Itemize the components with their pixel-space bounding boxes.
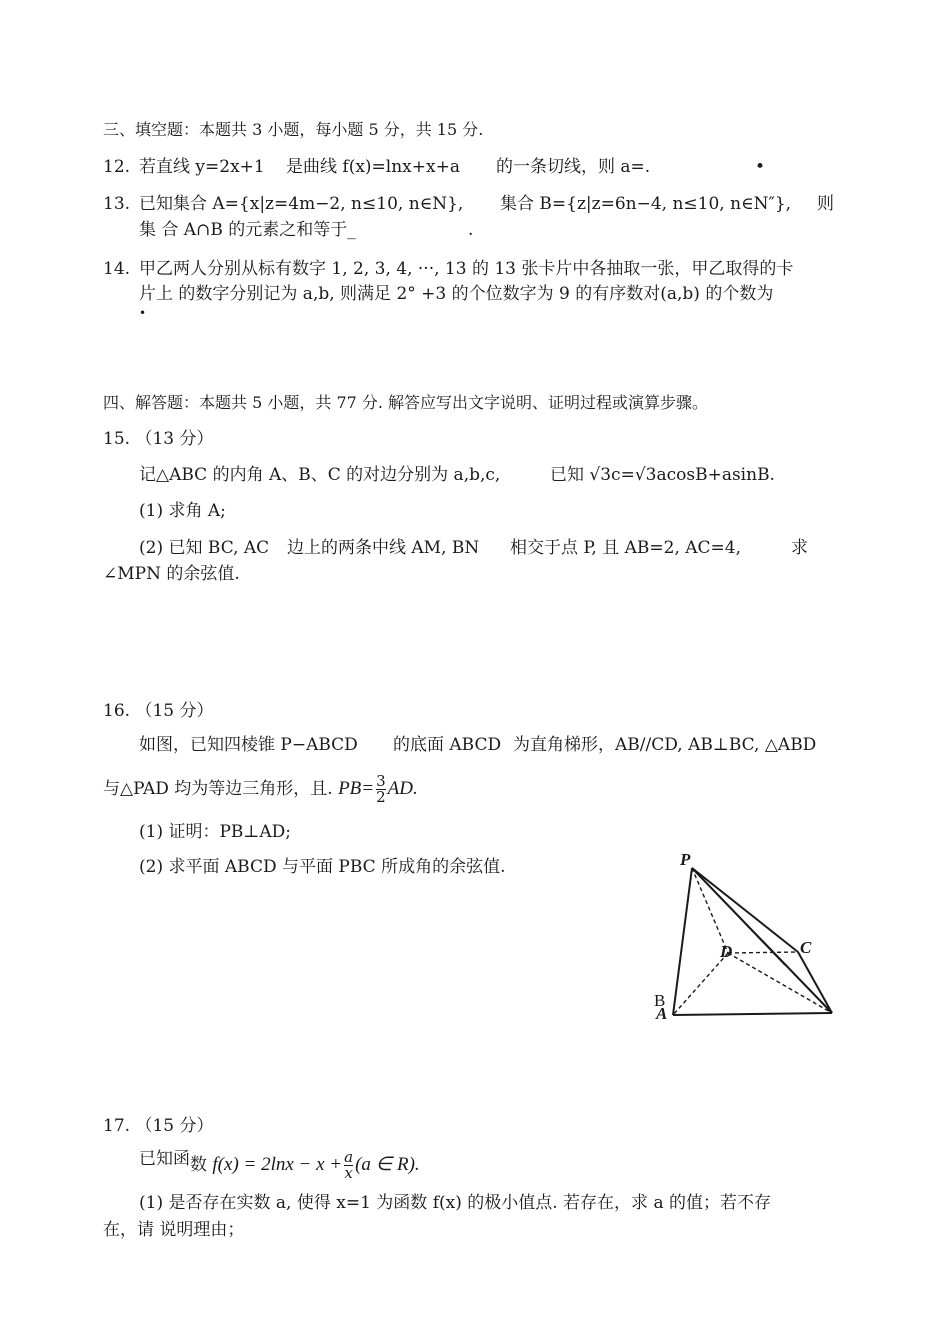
q15-header: 15. （13 分） bbox=[103, 429, 214, 449]
edge-DA bbox=[673, 953, 728, 1015]
q16-stem-c: 为直角梯形，AB//CD, AB⊥BC, △ABD bbox=[513, 735, 817, 755]
question-number: 12. bbox=[103, 157, 131, 177]
q13-line2-text: 集 合 A∩B 的元素之和等于_ bbox=[139, 220, 356, 240]
label-P: P bbox=[680, 850, 691, 869]
q13-line2 bbox=[139, 219, 474, 241]
q15-part2-d: 求 bbox=[791, 538, 808, 558]
edge-PC bbox=[692, 868, 798, 952]
label-D: D bbox=[720, 942, 733, 961]
q15-part2-line2: ∠MPN 的余弦值. bbox=[103, 564, 240, 584]
q17-part1-line2: 在，请 说明理由； bbox=[103, 1220, 245, 1240]
frac-denominator: x bbox=[344, 1164, 353, 1182]
q15-part1: (1) 求角 A; bbox=[139, 501, 226, 521]
q16-fraction bbox=[376, 774, 386, 805]
question-14 bbox=[103, 258, 794, 280]
q17-stem bbox=[139, 1148, 420, 1182]
question-12 bbox=[103, 156, 766, 178]
label-A: A bbox=[656, 1004, 668, 1023]
section-3-heading: 三、填空题：本题共 3 小题，每小题 5 分，共 15 分. bbox=[103, 120, 484, 139]
q15-part2-a: (2) 已知 BC, AC bbox=[139, 538, 270, 558]
q16-math-pre: PB= bbox=[338, 778, 375, 799]
edge-PD bbox=[692, 868, 728, 953]
q12-part2: 是曲线 f(x)=lnx+x+a bbox=[286, 157, 460, 177]
q15-stem-b: 已知 √3c=√3acosB+asinB. bbox=[550, 465, 775, 485]
q15-part2-c: 相交于点 P, 且 AB=2, AC=4, bbox=[510, 538, 741, 558]
pyramid-figure bbox=[640, 845, 850, 1030]
q13-part1: 已知集合 A={x|z=4m−2, n≤10, n∈N}, bbox=[139, 194, 464, 214]
frac-numerator: 3 bbox=[376, 772, 386, 790]
question-number: 13. bbox=[103, 194, 131, 214]
q12-part1: 若直线 y=2x+1 bbox=[139, 157, 265, 177]
question-number: 14. bbox=[103, 259, 131, 279]
frac-denominator: 2 bbox=[376, 788, 386, 806]
q16-math-post: AD. bbox=[387, 778, 418, 799]
q13-line2-end: . bbox=[468, 220, 474, 240]
edge-PA bbox=[673, 868, 692, 1015]
edge-DC bbox=[728, 952, 798, 953]
section-4-heading: 四、解答题：本题共 5 小题，共 77 分. 解答应写出文字说明、证明过程或演算步骤。 bbox=[103, 393, 709, 412]
q12-part3: 的一条切线，则 a=. bbox=[496, 157, 651, 177]
q16-stem-b: 的底面 ABCD bbox=[393, 735, 502, 755]
q17-fraction bbox=[344, 1150, 353, 1181]
q14-line1: 甲乙两人分别从标有数字 1, 2, 3, 4, ···, 13 的 13 张卡片中各抽取一张，甲乙取得的卡 bbox=[139, 259, 794, 279]
q14-line3: • bbox=[139, 306, 147, 320]
q14-line2: 片上 的数字分别记为 a,b, 则满足 2° +3 的个位数字为 9 的有序数对(a,b) 的个数为 bbox=[139, 284, 774, 304]
q17-stem-text: 已知函 bbox=[139, 1149, 190, 1169]
edge-base-front bbox=[673, 1013, 832, 1015]
q17-part1-line1: (1) 是否存在实数 a, 使得 x=1 为函数 f(x) 的极小值点. 若存在，求 a 的值；若不存 bbox=[139, 1193, 771, 1213]
q16-line2 bbox=[103, 772, 418, 806]
question-13 bbox=[103, 193, 834, 215]
q15-stem-a: 记△ABC 的内角 A、B、C 的对边分别为 a,b,c, bbox=[139, 465, 501, 485]
q16-stem-a: 如图，已知四棱锥 P−ABCD bbox=[139, 735, 358, 755]
q15-stem bbox=[139, 464, 775, 486]
q17-header: 17. （15 分） bbox=[103, 1116, 214, 1136]
q12-dot: • bbox=[755, 157, 766, 177]
q16-line2-text: 与△PAD 均为等边三角形，且. bbox=[103, 779, 333, 799]
label-B: B bbox=[654, 991, 666, 1010]
q16-stem bbox=[139, 734, 817, 756]
frac-numerator: a bbox=[344, 1148, 354, 1166]
q13-part2: 集合 B={z|z=6n−4, n≤10, n∈N″}, bbox=[500, 194, 792, 214]
q16-part1: (1) 证明：PB⊥AD; bbox=[139, 822, 292, 842]
q13-part3: 则 bbox=[817, 194, 834, 214]
q15-part2 bbox=[139, 537, 808, 559]
edge-P-inner bbox=[692, 868, 785, 965]
q17-math-pre: f(x) = 2lnx − x + bbox=[212, 1154, 343, 1175]
label-C: C bbox=[800, 938, 812, 957]
q15-part2-b: 边上的两条中线 AM, BN bbox=[287, 538, 480, 558]
q17-stem-text2: 数 bbox=[190, 1155, 207, 1175]
q16-part2: (2) 求平面 ABCD 与平面 PBC 所成角的余弦值. bbox=[139, 857, 506, 877]
q16-header: 16. （15 分） bbox=[103, 701, 214, 721]
q17-math-post: (a ∈ R). bbox=[355, 1154, 420, 1175]
